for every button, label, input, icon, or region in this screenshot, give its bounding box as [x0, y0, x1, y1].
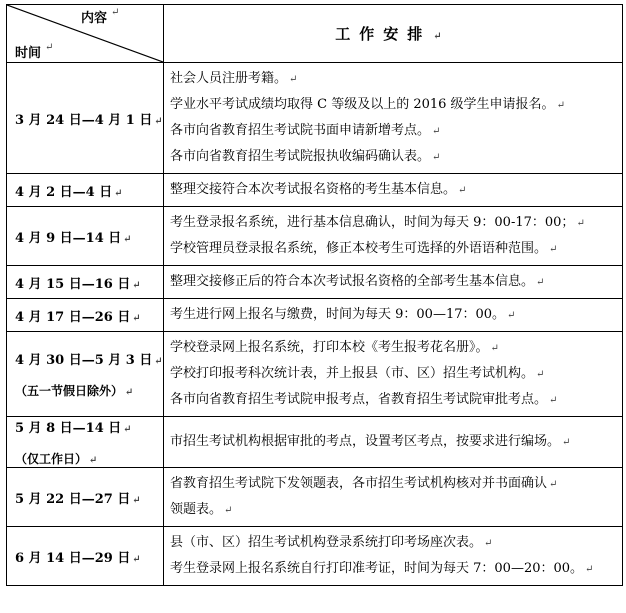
time-note: （仅工作日） ↵: [15, 452, 98, 466]
schedule-row: [7, 468, 623, 527]
arrangement-line: 考生进行网上报名与缴费，时间为每天 9：00—17：00。 ↵: [170, 307, 516, 322]
schedule-row: [7, 207, 623, 266]
time-cell: 6 月 14 日—29 日 ↵: [7, 527, 164, 586]
time-text: 5 月 22 日—27 日: [15, 491, 131, 507]
arrangement-line: 整理交接修正后的符合本次考试报名资格的全部考生基本信息。 ↵: [170, 274, 545, 289]
schedule-row: [7, 417, 623, 468]
time-text: 4 月 2 日—4 日: [15, 184, 113, 200]
arrangement-cell: [164, 527, 623, 586]
time-text: 4 月 9 日—14 日: [15, 230, 122, 246]
arrangement-cell: [164, 299, 623, 332]
arrangement-cell: [164, 332, 623, 417]
time-cell: 3 月 24 日—4 月 1 日 ↵: [7, 63, 164, 174]
time-cell: 4 月 15 日—16 日 ↵: [7, 266, 164, 299]
schedule-table: [6, 4, 623, 586]
schedule-rows: [7, 63, 623, 586]
schedule-row: [7, 299, 623, 332]
time-text: 4 月 15 日—16 日: [15, 276, 131, 292]
arrangement-line: 考生登录网上报名系统自行打印准考证，时间为每天 7：00—20：00。 ↵: [170, 561, 594, 576]
arrangement-cell: [164, 417, 623, 468]
header-time-label: 时间 ↵: [15, 42, 54, 61]
arrangement-line: 学校打印报考科次统计表，并上报县（市、区）招生考试机构。 ↵: [170, 366, 545, 381]
header-row: [7, 5, 623, 63]
arrangement-line: 各市向省教育招生考试院申报考点，省教育招生考试院审批考点。 ↵: [170, 392, 558, 407]
arrangement-line: 学校登录网上报名系统，打印本校《考生报考花名册》。 ↵: [170, 340, 499, 355]
schedule-row: [7, 266, 623, 299]
diagonal-header-cell: [7, 5, 164, 63]
arrangement-cell: [164, 63, 623, 174]
time-cell: 5 月 8 日—14 日 ↵ （仅工作日） ↵: [7, 417, 164, 468]
time-cell: 4 月 17 日—26 日 ↵: [7, 299, 164, 332]
header-content-label: 内容 ↵: [81, 7, 120, 26]
arrangement-cell: [164, 207, 623, 266]
time-text: 3 月 24 日—4 月 1 日: [15, 112, 153, 128]
arrangement-line: 整理交接符合本次考试报名资格的考生基本信息。 ↵: [170, 182, 467, 197]
time-cell: 4 月 9 日—14 日 ↵: [7, 207, 164, 266]
arrangement-line: 市招生考试机构根据审批的考点，设置考区考点，按要求进行编场。 ↵: [170, 434, 571, 449]
time-cell: 5 月 22 日—27 日 ↵: [7, 468, 164, 527]
arrangement-line: 各市向省教育招生考试院书面申请新增考点。 ↵: [170, 123, 441, 138]
time-cell: 4 月 30 日—5 月 3 日 ↵ （五一节假日除外） ↵: [7, 332, 164, 417]
schedule-row: [7, 332, 623, 417]
arrangement-line: 各市向省教育招生考试院报执收编码确认表。 ↵: [170, 149, 441, 164]
arrangement-line: 考生登录报名系统，进行基本信息确认，时间为每天 9：00-17：00； ↵: [170, 215, 585, 230]
time-text: 5 月 8 日—14 日: [15, 421, 122, 436]
arrangement-cell: [164, 174, 623, 207]
arrangement-cell: [164, 468, 623, 527]
header-work-arrangement: 工作安排 ↵: [164, 5, 623, 63]
time-text: 4 月 30 日—5 月 3 日: [15, 353, 153, 368]
time-cell: 4 月 2 日—4 日 ↵: [7, 174, 164, 207]
arrangement-line: 省教育招生考试院下发领题表，各市招生考试机构核对并书面确认 ↵: [170, 476, 558, 491]
schedule-row: [7, 174, 623, 207]
schedule-row: [7, 527, 623, 586]
arrangement-cell: [164, 266, 623, 299]
arrangement-line: 社会人员注册考籍。 ↵: [170, 71, 298, 86]
time-text: 4 月 17 日—26 日: [15, 309, 131, 325]
time-text: 6 月 14 日—29 日: [15, 550, 131, 566]
arrangement-line: 县（市、区）招生考试机构登录系统打印考场座次表。 ↵: [170, 535, 493, 550]
arrangement-line: 领题表。 ↵: [170, 502, 233, 517]
arrangement-line: 学业水平考试成绩均取得 C 等级及以上的 2016 级学生申请报名。 ↵: [170, 97, 565, 112]
schedule-row: [7, 63, 623, 174]
arrangement-line: 学校管理员登录报名系统，修正本校考生可选择的外语语种范围。 ↵: [170, 241, 558, 256]
time-note: （五一节假日除外） ↵: [15, 384, 134, 398]
